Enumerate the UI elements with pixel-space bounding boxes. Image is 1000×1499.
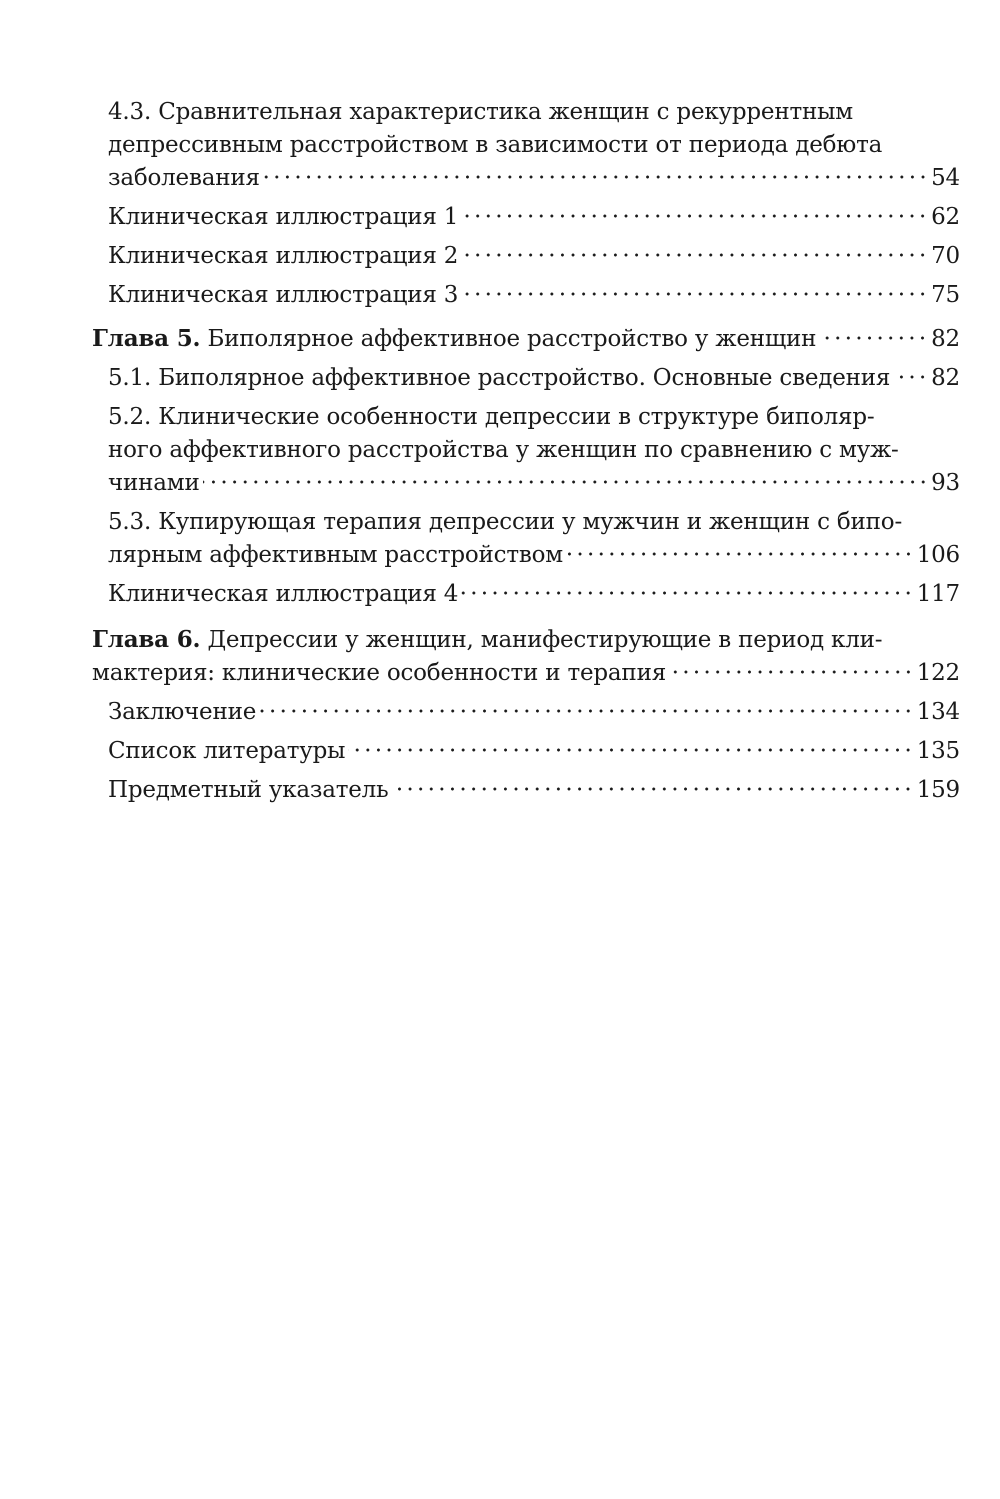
toc-entry-title: Клиническая иллюстрация 1	[108, 204, 459, 230]
chapter-label: Глава 6.	[92, 626, 201, 653]
toc-entry-4-3[interactable]	[92, 96, 960, 195]
chapter-label: Глава 5.	[92, 325, 201, 352]
toc-entry-line: 5.3. Купирующая терапия депрессии у мужчин и женщин с бипо-	[108, 509, 903, 535]
toc-entry-title: лярным аффективным расстройством	[108, 542, 563, 568]
toc-entry-title: 5.1. Биполярное аффективное расстройство. Основные сведения	[108, 365, 891, 391]
toc-entry-title: Клиническая иллюстрация 4	[108, 581, 459, 607]
dot-leader	[461, 214, 928, 218]
dot-leader	[461, 292, 928, 296]
toc-entry-illustration-2[interactable]	[92, 240, 960, 273]
dot-leader	[391, 787, 913, 791]
dot-leader	[893, 375, 928, 379]
toc-page-number: 82	[931, 326, 960, 352]
dot-leader	[819, 336, 928, 340]
toc-page-number: 106	[916, 542, 960, 568]
toc-page-number: 159	[916, 777, 960, 803]
toc-entry-5-2[interactable]	[92, 401, 960, 500]
toc-page-number: 75	[931, 282, 960, 308]
toc-page-number: 82	[931, 365, 960, 391]
toc-entry-5-1[interactable]	[92, 362, 960, 395]
toc-entry-title: Биполярное аффективное расстройство у женщин	[207, 326, 817, 352]
toc-entry-title: мактерия: клинические особенности и терапия	[92, 660, 667, 686]
toc-entry-illustration-3[interactable]	[92, 279, 960, 312]
toc-entry-title: чинами	[108, 470, 200, 496]
dot-leader	[566, 552, 914, 556]
toc-entry-subject-index[interactable]	[92, 774, 960, 807]
toc-entry-illustration-1[interactable]	[92, 201, 960, 234]
toc-entry-line: Депрессии у женщин, манифестирующие в период кли-	[207, 627, 883, 653]
dot-leader	[203, 480, 929, 484]
dot-leader	[461, 591, 913, 595]
toc-chapter-6[interactable]	[92, 623, 960, 690]
toc-page-number: 117	[916, 581, 960, 607]
toc-entry-title: Список литературы	[108, 738, 346, 764]
dot-leader	[461, 253, 928, 257]
toc-entry-illustration-4[interactable]	[92, 578, 960, 611]
toc-page-number: 134	[916, 699, 960, 725]
toc-entry-line: ного аффективного расстройства у женщин по сравнению с муж-	[108, 437, 899, 463]
toc-entry-references[interactable]	[92, 735, 960, 768]
toc-entry-line: 5.2. Клинические особенности депрессии в структуре биполяр-	[108, 404, 875, 430]
dot-leader	[263, 175, 928, 179]
toc-entry-conclusion[interactable]	[92, 696, 960, 729]
toc-page-number: 62	[931, 204, 960, 230]
toc-page-number: 122	[916, 660, 960, 686]
toc-page-number: 135	[916, 738, 960, 764]
toc-page-number: 54	[931, 165, 960, 191]
toc-entry-line: депрессивным расстройством в зависимости от периода дебюта	[108, 132, 883, 158]
toc-page-number: 70	[931, 243, 960, 269]
toc-entry-title: Клиническая иллюстрация 2	[108, 243, 459, 269]
dot-leader	[669, 670, 914, 674]
table-of-contents	[92, 96, 960, 807]
toc-entry-line: 4.3. Сравнительная характеристика женщин с рекуррентным	[108, 99, 853, 125]
toc-entry-title: Заключение	[108, 699, 257, 725]
toc-page-number: 93	[931, 470, 960, 496]
toc-entry-title: заболевания	[108, 165, 260, 191]
dot-leader	[259, 709, 914, 713]
dot-leader	[348, 748, 913, 752]
toc-chapter-5[interactable]	[92, 322, 960, 356]
toc-entry-title: Предметный указатель	[108, 777, 389, 803]
toc-entry-title: Клиническая иллюстрация 3	[108, 282, 459, 308]
toc-entry-5-3[interactable]	[92, 506, 960, 572]
